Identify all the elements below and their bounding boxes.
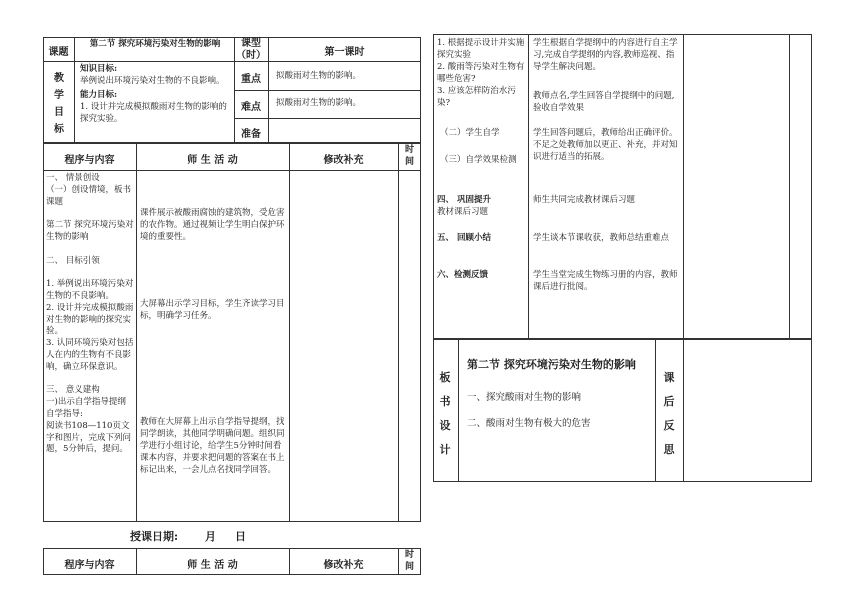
self-study-label: （二）学生自学: [440, 128, 500, 138]
teaching-date-month: 月: [205, 530, 216, 543]
board-line-1: 一、探究酸雨对生物的影响: [467, 392, 582, 403]
board-title: 第二节 探究环境污染对生物的影响: [467, 358, 636, 371]
knowledge-text: 举例说出环境污染对生物的不良影响。: [80, 76, 225, 86]
procedure-header-2: 程序与内容: [64, 560, 115, 571]
goals-label: 教学目标: [54, 73, 64, 135]
ability-label: 能力目标:: [80, 90, 118, 100]
divider: [398, 143, 399, 522]
divider: [655, 339, 656, 482]
divider: [136, 143, 137, 522]
activity-self-study: 教师在大屏幕上出示自学指导提纲，找同学朗读，其他同学明确问题。组织同学进行小组讨论，给学生5分钟时间看课本内容，并要求把问题的答案在书上标记出来，一会儿点名找同学回答。: [140, 417, 285, 475]
revisions-header: 修改补充: [323, 155, 364, 166]
divider: [43, 170, 421, 171]
activity-step-1: 学生根据自学提纲中的内容进行自主学习,完成自学提纲的内容,教师巡视、指导学生解决问题。: [533, 38, 678, 72]
section-5-title: 五、 回顾小结: [437, 233, 491, 243]
difficulty-text: 拟酸雨对生物的影响。: [276, 98, 362, 108]
topic-label: 课题: [48, 47, 69, 58]
activities-header: 师 生 活 动: [187, 155, 238, 166]
key-point-label: 重点: [241, 74, 261, 85]
board-line-2: 二、酸雨对生物有极大的危害: [467, 418, 591, 429]
steps-text: 1. 根据提示设计并实施探究实验 2. 酸雨等污染对生物有哪些危害? 3. 应该怎样防治水污染?: [437, 38, 525, 108]
divider: [683, 34, 684, 339]
activities-header-2: 师 生 活 动: [187, 560, 238, 571]
ability-text: 1. 设计并完成模拟酸雨对生物的影响的探究实验。: [80, 102, 227, 124]
divider: [74, 37, 75, 143]
procedure-header: 程序与内容: [64, 155, 115, 166]
activity-step-3: 学生回答问题后，教师给出正确评价。不足之处教师加以更正、补充，并对知识进行适当的拓展。: [533, 128, 678, 162]
period-value: 第一课时: [324, 47, 365, 58]
divider: [234, 90, 421, 91]
teaching-date-day: 日: [235, 530, 246, 543]
divider: [528, 34, 529, 339]
divider: [683, 339, 684, 482]
divider: [234, 118, 421, 119]
topic-value: 第二节 探究环境污染对生物的影响: [89, 39, 221, 49]
time-header-2: 时 间: [404, 550, 414, 572]
key-point-text: 拟酸雨对生物的影响。: [276, 71, 362, 81]
time-header: 时 间: [404, 145, 414, 167]
activity-step-4: 师生共同完成教材课后习题: [533, 195, 636, 205]
board-design-label: 板书设计: [439, 371, 451, 456]
divider: [289, 143, 290, 522]
reflection-label: 课后反思: [663, 371, 675, 456]
procedure-text: 一、 情景创设 （一）创设情境，板书课题 第二节 探究环境污染对生物的影响 二、 目标引领 1. 举例说出环境污染对生物的不良影响。 2. 设计并完成模拟酸雨对生物的影响的探究实验。 3. 认同环境污染对包括人在内的生物有不良影响，确立环保意识。 三、 意义建构 一)出示自学指导提纲 自学指导: 阅读书108—110页文字和图片，完成下列问题，5分钟后，提问。: [46, 173, 134, 455]
activity-step-2: 教师点名,学生回答自学提纲中的问题,验收自学效果: [533, 91, 675, 113]
period-label: 课型（时）: [236, 38, 266, 61]
divider: [789, 34, 790, 339]
revisions-header-2: 修改补充: [323, 560, 364, 571]
section-4-title: 四、 巩固提升: [437, 195, 491, 205]
knowledge-label: 知识目标:: [80, 64, 118, 74]
activity-step-6: 学生当堂完成生物练习册的内容，教师课后进行批阅。: [533, 270, 678, 292]
activity-goals: 大屏幕出示学习目标，学生齐读学习目标，明确学习任务。: [140, 299, 285, 321]
difficulty-label: 难点: [241, 102, 261, 113]
section-4-sub: 教材课后习题: [437, 207, 489, 217]
prep-label: 准备: [241, 129, 261, 140]
teaching-date-label: 授课日期:: [130, 530, 179, 543]
divider: [43, 61, 421, 62]
section-6-title: 六、检测反馈: [437, 270, 489, 280]
activity-step-5: 学生谈本节课收获，教师总结重难点: [533, 233, 670, 243]
self-test-label: （三）自学效果检测: [440, 155, 517, 165]
divider: [458, 339, 459, 482]
activity-intro: 课件展示被酸雨腐蚀的建筑物，受危害的农作物。通过视频让学生明白保护环境的重要性。: [140, 208, 285, 242]
